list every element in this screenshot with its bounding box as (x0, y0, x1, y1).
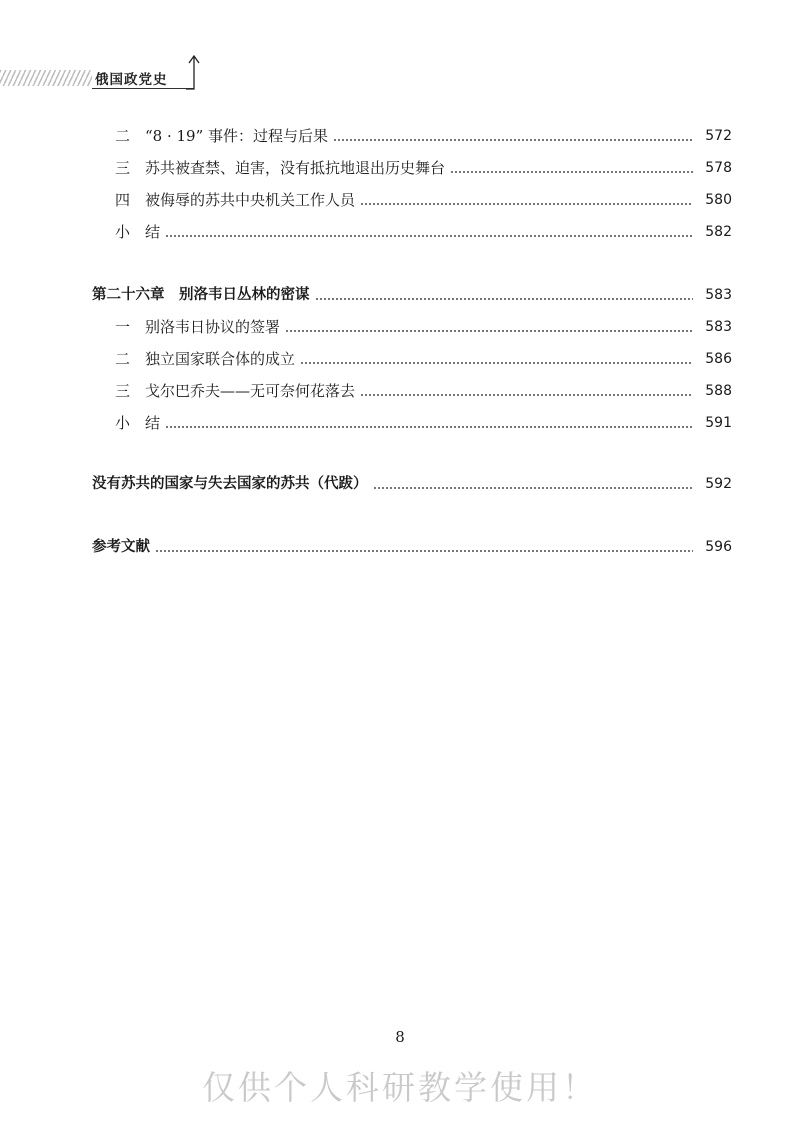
toc-page-number: 592 (705, 476, 732, 492)
toc-entry-title: 小 结 (115, 414, 161, 432)
toc-leader-dots (360, 203, 693, 205)
toc-page-number: 578 (705, 160, 732, 176)
toc-leader-dots (165, 235, 693, 237)
toc-leader-dots (333, 139, 693, 141)
header-rule (92, 88, 194, 89)
toc-entry[interactable] (92, 347, 732, 369)
header-hatch-decoration (0, 70, 92, 86)
running-title: 俄国政党史 (95, 72, 168, 88)
toc-leader-dots (373, 487, 694, 489)
toc-entry-title: 二 “8 · 19” 事件：过程与后果 (115, 127, 329, 145)
toc-page-number: 582 (705, 224, 732, 240)
toc-entry-title: 三 苏共被查禁、迫害，没有抵抗地退出历史舞台 (115, 159, 446, 177)
toc-leader-dots (315, 298, 694, 300)
toc-entry[interactable] (92, 156, 732, 178)
toc-page-number: 580 (705, 192, 732, 208)
toc-entry[interactable] (92, 411, 732, 433)
toc-entry-title: 第二十六章 别洛韦日丛林的密谋 (92, 287, 310, 303)
toc-chapter-entry[interactable] (92, 472, 732, 494)
toc-leader-dots (155, 550, 693, 552)
toc-entry[interactable] (92, 188, 732, 210)
toc-leader-dots (360, 394, 693, 396)
toc-page-number: 586 (705, 351, 732, 367)
toc-entry[interactable] (92, 220, 732, 242)
toc-page-number: 588 (705, 383, 732, 399)
toc-entry-title: 参考文献 (92, 539, 150, 555)
toc-leader-dots (165, 426, 693, 428)
running-header (0, 52, 260, 102)
toc-chapter-entry[interactable] (92, 283, 732, 305)
toc-page-number: 591 (705, 415, 732, 431)
toc-entry[interactable] (92, 379, 732, 401)
toc-entry-title: 三 戈尔巴乔夫——无可奈何花落去 (115, 382, 356, 400)
toc-page-number: 583 (705, 319, 732, 335)
toc-entry[interactable] (92, 315, 732, 337)
toc-entry-title: 二 独立国家联合体的成立 (115, 350, 296, 368)
toc-page-number: 572 (705, 128, 732, 144)
toc-leader-dots (450, 171, 693, 173)
toc-page-number: 583 (705, 287, 732, 303)
toc-leader-dots (285, 330, 693, 332)
arrow-up-icon (183, 54, 205, 90)
toc-chapter-entry[interactable] (92, 535, 732, 557)
toc-entry[interactable] (92, 124, 732, 146)
watermark-text: 仅供个人科研教学使用！ (202, 1068, 598, 1107)
page-number: 8 (395, 1028, 405, 1046)
toc-entry-title: 小 结 (115, 223, 161, 241)
toc-entry-title: 四 被侮辱的苏共中央机关工作人员 (115, 191, 356, 209)
toc-entry-title: 一 别洛韦日协议的签署 (115, 318, 281, 336)
toc-page-number: 596 (705, 539, 732, 555)
toc-leader-dots (300, 362, 693, 364)
toc-entry-title: 没有苏共的国家与失去国家的苏共（代跋） (92, 476, 368, 492)
